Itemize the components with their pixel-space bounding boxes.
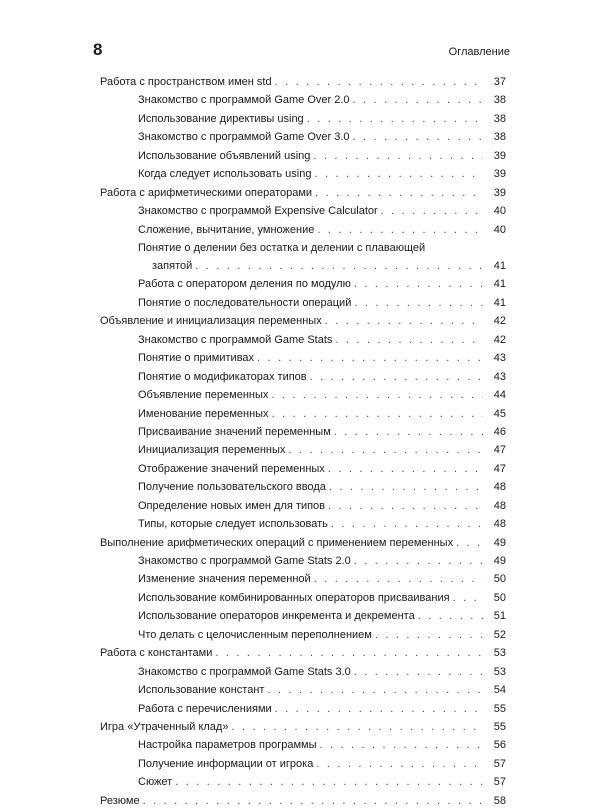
dot-leader [314, 570, 483, 588]
toc-entry-page: 42 [493, 333, 506, 346]
page-number: 8 [93, 40, 103, 59]
toc-subsection-entry [100, 626, 506, 644]
dot-leader [314, 165, 483, 183]
toc-subsection-entry [100, 552, 506, 570]
dot-leader [329, 478, 483, 496]
toc-entry-page: 57 [493, 776, 506, 789]
dot-leader [307, 110, 483, 128]
toc-subsection-entry [100, 607, 506, 625]
toc-section-entry [100, 792, 506, 810]
toc-entry-page: 38 [493, 131, 506, 144]
toc-entry-title: Понятие о примитивах [138, 352, 255, 365]
toc-entry-page: 47 [493, 444, 506, 457]
dot-leader [275, 700, 483, 718]
toc-subsection-entry [100, 221, 506, 239]
toc-entry-page: 53 [493, 665, 506, 678]
toc-entry-title: Работа с арифметическими операторами [100, 186, 313, 199]
toc-entry-page: 39 [493, 149, 506, 162]
toc-section-entry [100, 534, 506, 552]
toc-entry-page: 39 [493, 186, 506, 199]
toc-entry-title: Когда следует использовать using [138, 168, 312, 181]
dot-leader [317, 221, 483, 239]
toc-subsection-entry [100, 497, 506, 515]
dot-leader [257, 349, 483, 367]
toc-entry-page: 41 [493, 296, 506, 309]
toc-subsection-entry [100, 736, 506, 754]
dot-leader [354, 552, 483, 570]
toc-entry-page: 54 [493, 684, 506, 697]
toc-entry-title: Понятие о делении без остатка и делении с плавающей [138, 241, 426, 254]
toc-entry-page: 38 [493, 112, 506, 125]
toc-subsection-entry [100, 368, 506, 386]
toc-subsection-entry [100, 331, 506, 349]
dot-leader [288, 441, 483, 459]
toc-entry-page: 56 [493, 739, 506, 752]
toc-entry-page: 46 [493, 425, 506, 438]
dot-leader [313, 147, 483, 165]
toc-entry-page: 49 [493, 555, 506, 567]
toc-entry-title: Объявление переменных [138, 389, 269, 402]
toc-entry-title: Работа с константами [100, 647, 213, 660]
toc-subsection-entry [100, 91, 506, 109]
toc-entry-title: Сложение, вычитание, умножение [138, 223, 315, 236]
toc-section-entry [100, 312, 506, 330]
toc-entry-title: Типы, которые следует использовать [138, 518, 328, 531]
toc-entry-page: 41 [493, 278, 506, 291]
toc-entry-page: 48 [493, 499, 506, 512]
toc-entry-title: Сюжет [138, 776, 173, 789]
toc-entry-title: Выполнение арифметических операций с применением переменных [100, 536, 454, 549]
dot-leader [353, 128, 483, 146]
toc-entry-page: 51 [493, 610, 506, 623]
toc-entry-page: 40 [493, 223, 506, 236]
toc-subsection-entry [100, 110, 506, 128]
toc-entry-page: 58 [493, 794, 506, 807]
dot-leader [354, 275, 483, 293]
toc-entry-page: 57 [493, 757, 506, 770]
dot-leader [381, 202, 483, 220]
toc-subsection-entry [100, 589, 506, 607]
toc-entry-title: Настройка параметров программы [138, 739, 317, 752]
toc-entry-title: Знакомство с программой Game Stats 2.0 [138, 555, 351, 567]
toc-subsection-entry [100, 275, 506, 293]
toc-entry-title: Работа с оператором деления по модулю [138, 278, 351, 291]
dot-leader [316, 755, 483, 773]
running-title: Оглавление [448, 46, 510, 58]
toc-entry-page: 52 [493, 628, 506, 641]
dot-leader [271, 386, 483, 404]
toc-entry-page: 53 [493, 647, 506, 660]
dot-leader [375, 626, 483, 644]
toc-entry-title: Инициализация переменных [138, 444, 286, 457]
toc-entry-title: Получение информации от игрока [138, 757, 314, 770]
dot-leader [353, 91, 483, 109]
toc-entry-page: 50 [493, 573, 506, 586]
toc-subsection-entry [100, 515, 506, 533]
toc-entry-page: 41 [493, 260, 506, 272]
dot-leader [334, 423, 483, 441]
toc-subsection-entry [100, 423, 506, 441]
toc-entry-title: Знакомство с программой Game Stats [138, 333, 333, 346]
dot-leader [143, 792, 483, 810]
toc-subsection-entry [100, 202, 506, 220]
table-of-contents [100, 73, 506, 810]
toc-entry-title: Знакомство с программой Game Stats 3.0 [138, 665, 351, 678]
toc-subsection-entry [100, 700, 506, 718]
dot-leader [354, 294, 483, 312]
dot-leader [325, 312, 483, 330]
dot-leader [453, 589, 483, 607]
toc-subsection-entry [100, 128, 506, 146]
toc-subsection-entry [100, 460, 506, 478]
toc-entry-title: Знакомство с программой Game Over 2.0 [138, 94, 350, 107]
dot-leader [310, 368, 483, 386]
dot-leader [267, 681, 483, 699]
dot-leader [328, 497, 483, 515]
toc-entry-title: Работа с пространством имен std [100, 76, 272, 88]
toc-entry-title: Знакомство с программой Game Over 3.0 [138, 131, 350, 144]
dot-leader [315, 184, 483, 202]
dot-leader [175, 773, 483, 791]
toc-entry-page: 45 [493, 407, 506, 420]
toc-entry-title: Понятие о модификаторах типов [138, 370, 307, 383]
toc-subsection-entry [100, 294, 506, 312]
toc-entry-title: Понятие о последовательности операций [138, 296, 352, 309]
toc-entry-title: Использование директивы using [138, 112, 304, 125]
dot-leader [215, 644, 483, 662]
toc-subsection-entry [100, 773, 506, 791]
dot-leader [195, 257, 483, 275]
toc-entry-page: 38 [493, 94, 506, 107]
page-header [93, 40, 510, 62]
toc-section-entry [100, 718, 506, 736]
toc-entry-page: 55 [493, 720, 506, 733]
toc-section-entry [100, 184, 506, 202]
dot-leader [275, 73, 483, 91]
toc-subsection-entry [100, 681, 506, 699]
toc-section-entry [100, 73, 506, 91]
toc-entry-title: Игра «Утраченный клад» [100, 720, 229, 733]
dot-leader [456, 534, 483, 552]
dot-leader [418, 607, 483, 625]
toc-subsection-entry [100, 386, 506, 404]
dot-leader [319, 736, 483, 754]
toc-entry-title: Использование констант [138, 684, 265, 697]
toc-subsection-entry [100, 239, 506, 276]
toc-subsection-entry [100, 349, 506, 367]
toc-subsection-entry [100, 663, 506, 681]
toc-entry-title: Использование объявлений using [138, 149, 311, 162]
toc-entry-title: Резюме [100, 794, 140, 807]
toc-entry-title: Изменение значения переменной [138, 573, 311, 586]
toc-subsection-entry [100, 147, 506, 165]
dot-leader [335, 331, 483, 349]
toc-subsection-entry [100, 570, 506, 588]
dot-leader [272, 405, 483, 423]
toc-entry-page: 43 [493, 352, 506, 365]
toc-entry-page: 42 [493, 315, 506, 328]
toc-subsection-entry [100, 405, 506, 423]
toc-entry-page: 47 [493, 462, 506, 475]
toc-entry-page: 48 [493, 481, 506, 494]
toc-subsection-entry [100, 478, 506, 496]
toc-entry-title: Использование комбинированных операторов присваивания [138, 591, 450, 604]
toc-entry-title: Работа с перечислениями [138, 702, 272, 715]
toc-entry-title: Объявление и инициализация переменных [100, 315, 322, 328]
toc-subsection-entry [100, 755, 506, 773]
toc-entry-page: 44 [493, 389, 506, 402]
toc-entry-title: Отображение значений переменных [138, 462, 325, 475]
toc-entry-title: Использование операторов инкремента и декремента [138, 610, 415, 623]
toc-entry-title: Именование переменных [138, 407, 269, 420]
dot-leader [331, 515, 483, 533]
toc-entry-page: 37 [493, 76, 506, 88]
toc-entry-page: 48 [493, 518, 506, 531]
toc-entry-title: Знакомство с программой Expensive Calculator [138, 205, 378, 218]
toc-entry-page: 49 [493, 536, 506, 549]
dot-leader [231, 718, 483, 736]
toc-section-entry [100, 644, 506, 662]
toc-entry-page: 50 [493, 591, 506, 604]
toc-entry-title: Определение новых имен для типов [138, 499, 326, 512]
toc-subsection-entry [100, 441, 506, 459]
toc-entry-title: Что делать с целочисленным переполнением [138, 628, 372, 641]
toc-subsection-entry [100, 165, 506, 183]
dot-leader [354, 663, 483, 681]
toc-entry-page: 39 [493, 168, 506, 181]
toc-entry-title: Получение пользовательского ввода [138, 481, 326, 494]
toc-entry-page: 55 [493, 702, 506, 715]
toc-entry-page: 43 [493, 370, 506, 383]
toc-entry-page: 40 [493, 205, 506, 218]
dot-leader [328, 460, 483, 478]
toc-entry-title: Присваивание значений переменным [138, 425, 331, 438]
toc-entry-title-continuation: запятой [152, 260, 193, 272]
